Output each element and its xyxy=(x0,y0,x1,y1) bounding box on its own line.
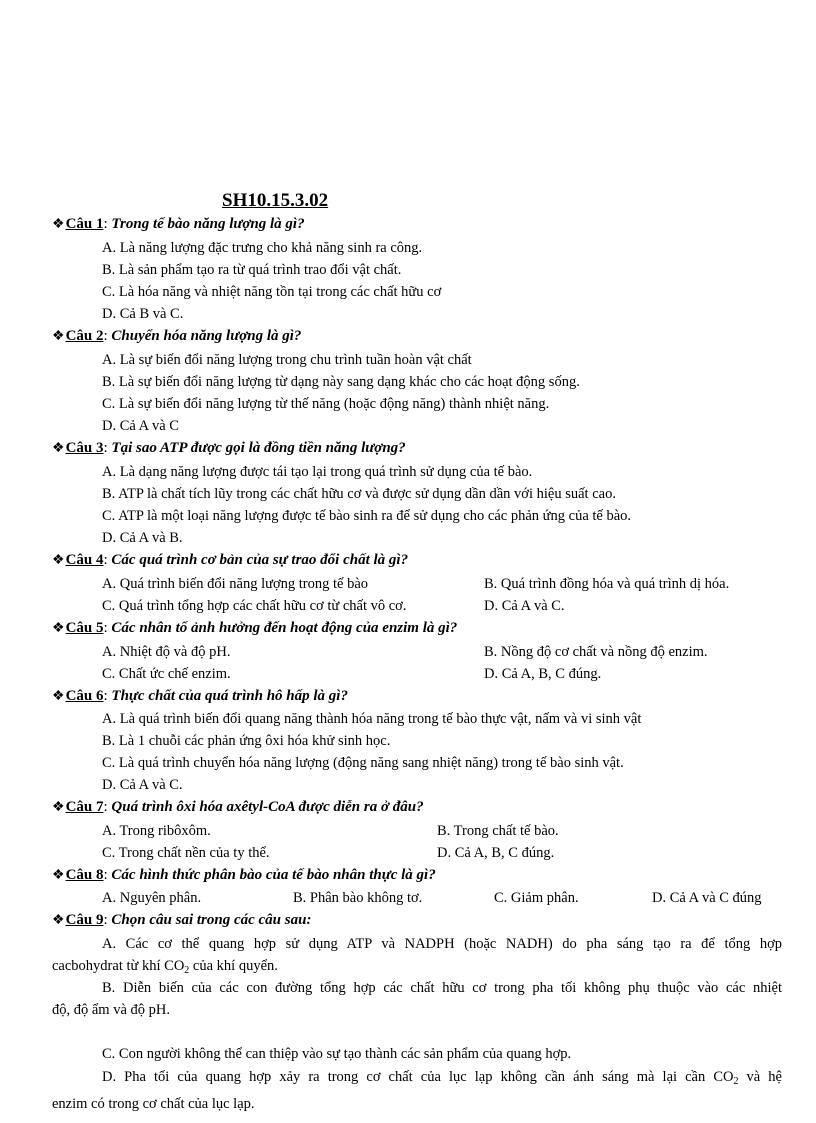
question-number: Câu 4 xyxy=(65,552,104,568)
diamond-bullet-icon: ❖ xyxy=(52,553,65,568)
option-d: D. Cả B và C. xyxy=(102,306,184,322)
option-c: C. Chất ức chế enzim. xyxy=(102,666,231,682)
question-stem: Trong tế bào năng lượng là gì? xyxy=(111,216,305,232)
option-d: D. Cả A và C xyxy=(102,418,179,434)
question-8-heading: ❖Câu 8: Các hình thức phân bào của tế bào nhân thực là gì? xyxy=(52,867,436,883)
option-d: D. Cả A, B, C đúng. xyxy=(437,845,555,861)
option-c: C. Quá trình tổng hợp các chất hữu cơ từ chất vô cơ. xyxy=(102,598,407,614)
option-a-line-2-end: của khí quyển. xyxy=(189,958,278,974)
option-c: C. ATP là một loại năng lượng được tế bào sinh ra để sử dụng cho các phản ứng của tế bào. xyxy=(102,508,632,524)
option-a-paragraph xyxy=(52,933,782,982)
question-1-heading: ❖Câu 1: Trong tế bào năng lượng là gì? xyxy=(52,216,305,232)
option-d-line-1: D. Pha tối của quang hợp xảy ra trong cơ chất của lục lạp không cần ánh sáng mà lại cần CO xyxy=(102,1069,734,1085)
option-a: A. Nguyên phân. xyxy=(102,890,202,906)
question-6-heading: ❖Câu 6: Thực chất của quá trình hô hấp là gì? xyxy=(52,688,348,704)
option-a-line-1: A. Các cơ thể quang hợp sử dụng ATP và NADPH (hoặc NADH) do pha sáng tạo ra để tổng hợp xyxy=(102,936,782,952)
option-b: B. Phân bào không tơ. xyxy=(293,890,423,906)
question-9-heading: ❖Câu 9: Chọn câu sai trong các câu sau: xyxy=(52,912,312,928)
option-d-line-2: enzim có trong cơ chất của lục lạp. xyxy=(52,1096,255,1112)
option-b: B. ATP là chất tích lũy trong các chất hữu cơ và được sử dụng dần dần với hiệu suất cao. xyxy=(102,486,616,502)
option-a: A. Là năng lượng đặc trưng cho khả năng sinh ra công. xyxy=(102,240,423,256)
option-b-line-1: B. Diễn biến của các con đường tổng hợp các chất hữu cơ trong pha tối không phụ thuộc vào các nhiệt xyxy=(102,980,782,996)
subscript: 2 xyxy=(184,965,190,976)
option-a: A. Trong ribôxôm. xyxy=(102,823,211,839)
option-c-paragraph xyxy=(52,1043,782,1065)
option-b: B. Là sản phẩm tạo ra từ quá trình trao đổi vật chất. xyxy=(102,262,402,278)
document-code-title: SH10.15.3.02 xyxy=(222,190,329,211)
option-b: B. Là 1 chuỗi các phản ứng ôxi hóa khử sinh học. xyxy=(102,733,391,749)
option-d-paragraph xyxy=(52,1066,782,1115)
option-a: A. Là sự biến đổi năng lượng trong chu trình tuần hoàn vật chất xyxy=(102,352,472,368)
question-stem: Chuyển hóa năng lượng là gì? xyxy=(111,328,302,344)
question-stem: Tại sao ATP được gọi là đồng tiền năng lượng? xyxy=(111,440,406,456)
question-7-heading: ❖Câu 7: Quá trình ôxi hóa axêtyl-CoA được diễn ra ở đâu? xyxy=(52,799,424,815)
question-number: Câu 9 xyxy=(65,912,104,928)
question-number: Câu 2 xyxy=(65,328,104,344)
question-3-heading: ❖Câu 3: Tại sao ATP được gọi là đồng tiền năng lượng? xyxy=(52,440,406,456)
option-c: C. Là sự biến đổi năng lượng từ thế năng (hoặc động năng) thành nhiệt năng. xyxy=(102,396,550,412)
option-c: C. Là quá trình chuyển hóa năng lượng (động năng sang nhiệt năng) trong tế bào sinh vật. xyxy=(102,755,624,771)
diamond-bullet-icon: ❖ xyxy=(52,621,65,636)
question-stem: Các nhân tố ảnh hưởng đến hoạt động của enzim là gì? xyxy=(111,620,458,636)
option-b: B. Là sự biến đổi năng lượng từ dạng này sang dạng khác cho các hoạt động sống. xyxy=(102,374,580,390)
option-c: C. Giảm phân. xyxy=(494,890,579,906)
question-stem: Các hình thức phân bào của tế bào nhân thực là gì? xyxy=(111,867,436,883)
diamond-bullet-icon: ❖ xyxy=(52,689,65,704)
option-a: A. Nhiệt độ và độ pH. xyxy=(102,644,231,660)
option-b-line-2: độ, độ ẩm và độ pH. xyxy=(52,1002,170,1018)
option-d: D. Cả A và C đúng xyxy=(652,890,762,906)
diamond-bullet-icon: ❖ xyxy=(52,913,65,928)
option-b: B. Quá trình đồng hóa và quá trình dị hóa. xyxy=(484,576,730,592)
question-number: Câu 7 xyxy=(65,799,104,815)
option-b-paragraph xyxy=(52,977,782,1021)
question-4-heading: ❖Câu 4: Các quá trình cơ bản của sự trao đổi chất là gì? xyxy=(52,552,409,568)
option-a: A. Là quá trình biến đổi quang năng thành hóa năng trong tế bào thực vật, nấm và vi sinh vật xyxy=(102,711,642,727)
option-a: A. Quá trình biến đổi năng lượng trong tế bào xyxy=(102,576,369,592)
subscript: 2 xyxy=(733,1076,739,1087)
question-stem: Thực chất của quá trình hô hấp là gì? xyxy=(111,688,348,704)
option-c: C. Trong chất nền của ty thể. xyxy=(102,845,270,861)
option-a: A. Là dạng năng lượng được tái tạo lại trong quá trình sử dụng của tế bào. xyxy=(102,464,533,480)
question-stem: Chọn câu sai trong các câu sau: xyxy=(111,912,312,928)
question-number: Câu 6 xyxy=(65,688,104,704)
question-5-heading: ❖Câu 5: Các nhân tố ảnh hưởng đến hoạt động của enzim là gì? xyxy=(52,620,458,636)
question-stem: Các quá trình cơ bản của sự trao đổi chất là gì? xyxy=(111,552,409,568)
option-d: D. Cả A, B, C đúng. xyxy=(484,666,602,682)
option-c-line: C. Con người không thể can thiệp vào sự tạo thành các sản phẩm của quang hợp. xyxy=(102,1046,572,1062)
option-b: B. Nồng độ cơ chất và nồng độ enzim. xyxy=(484,644,708,660)
diamond-bullet-icon: ❖ xyxy=(52,329,65,344)
question-number: Câu 3 xyxy=(65,440,104,456)
option-c: C. Là hóa năng và nhiệt năng tồn tại trong các chất hữu cơ xyxy=(102,284,442,300)
diamond-bullet-icon: ❖ xyxy=(52,868,65,883)
option-a-line-2: cacbohydrat từ khí CO xyxy=(52,958,185,974)
diamond-bullet-icon: ❖ xyxy=(52,800,65,815)
question-stem: Quá trình ôxi hóa axêtyl-CoA được diễn ra ở đâu? xyxy=(111,799,424,815)
question-number: Câu 5 xyxy=(65,620,104,636)
diamond-bullet-icon: ❖ xyxy=(52,217,65,232)
option-d: D. Cả A và C. xyxy=(484,598,565,614)
question-2-heading: ❖Câu 2: Chuyển hóa năng lượng là gì? xyxy=(52,328,302,344)
option-d: D. Cả A và B. xyxy=(102,530,183,546)
question-number: Câu 1 xyxy=(65,216,104,232)
option-d: D. Cả A và C. xyxy=(102,777,183,793)
diamond-bullet-icon: ❖ xyxy=(52,441,65,456)
option-b: B. Trong chất tế bào. xyxy=(437,823,559,839)
question-number: Câu 8 xyxy=(65,867,104,883)
option-d-line-1-end: và hệ xyxy=(738,1069,782,1085)
